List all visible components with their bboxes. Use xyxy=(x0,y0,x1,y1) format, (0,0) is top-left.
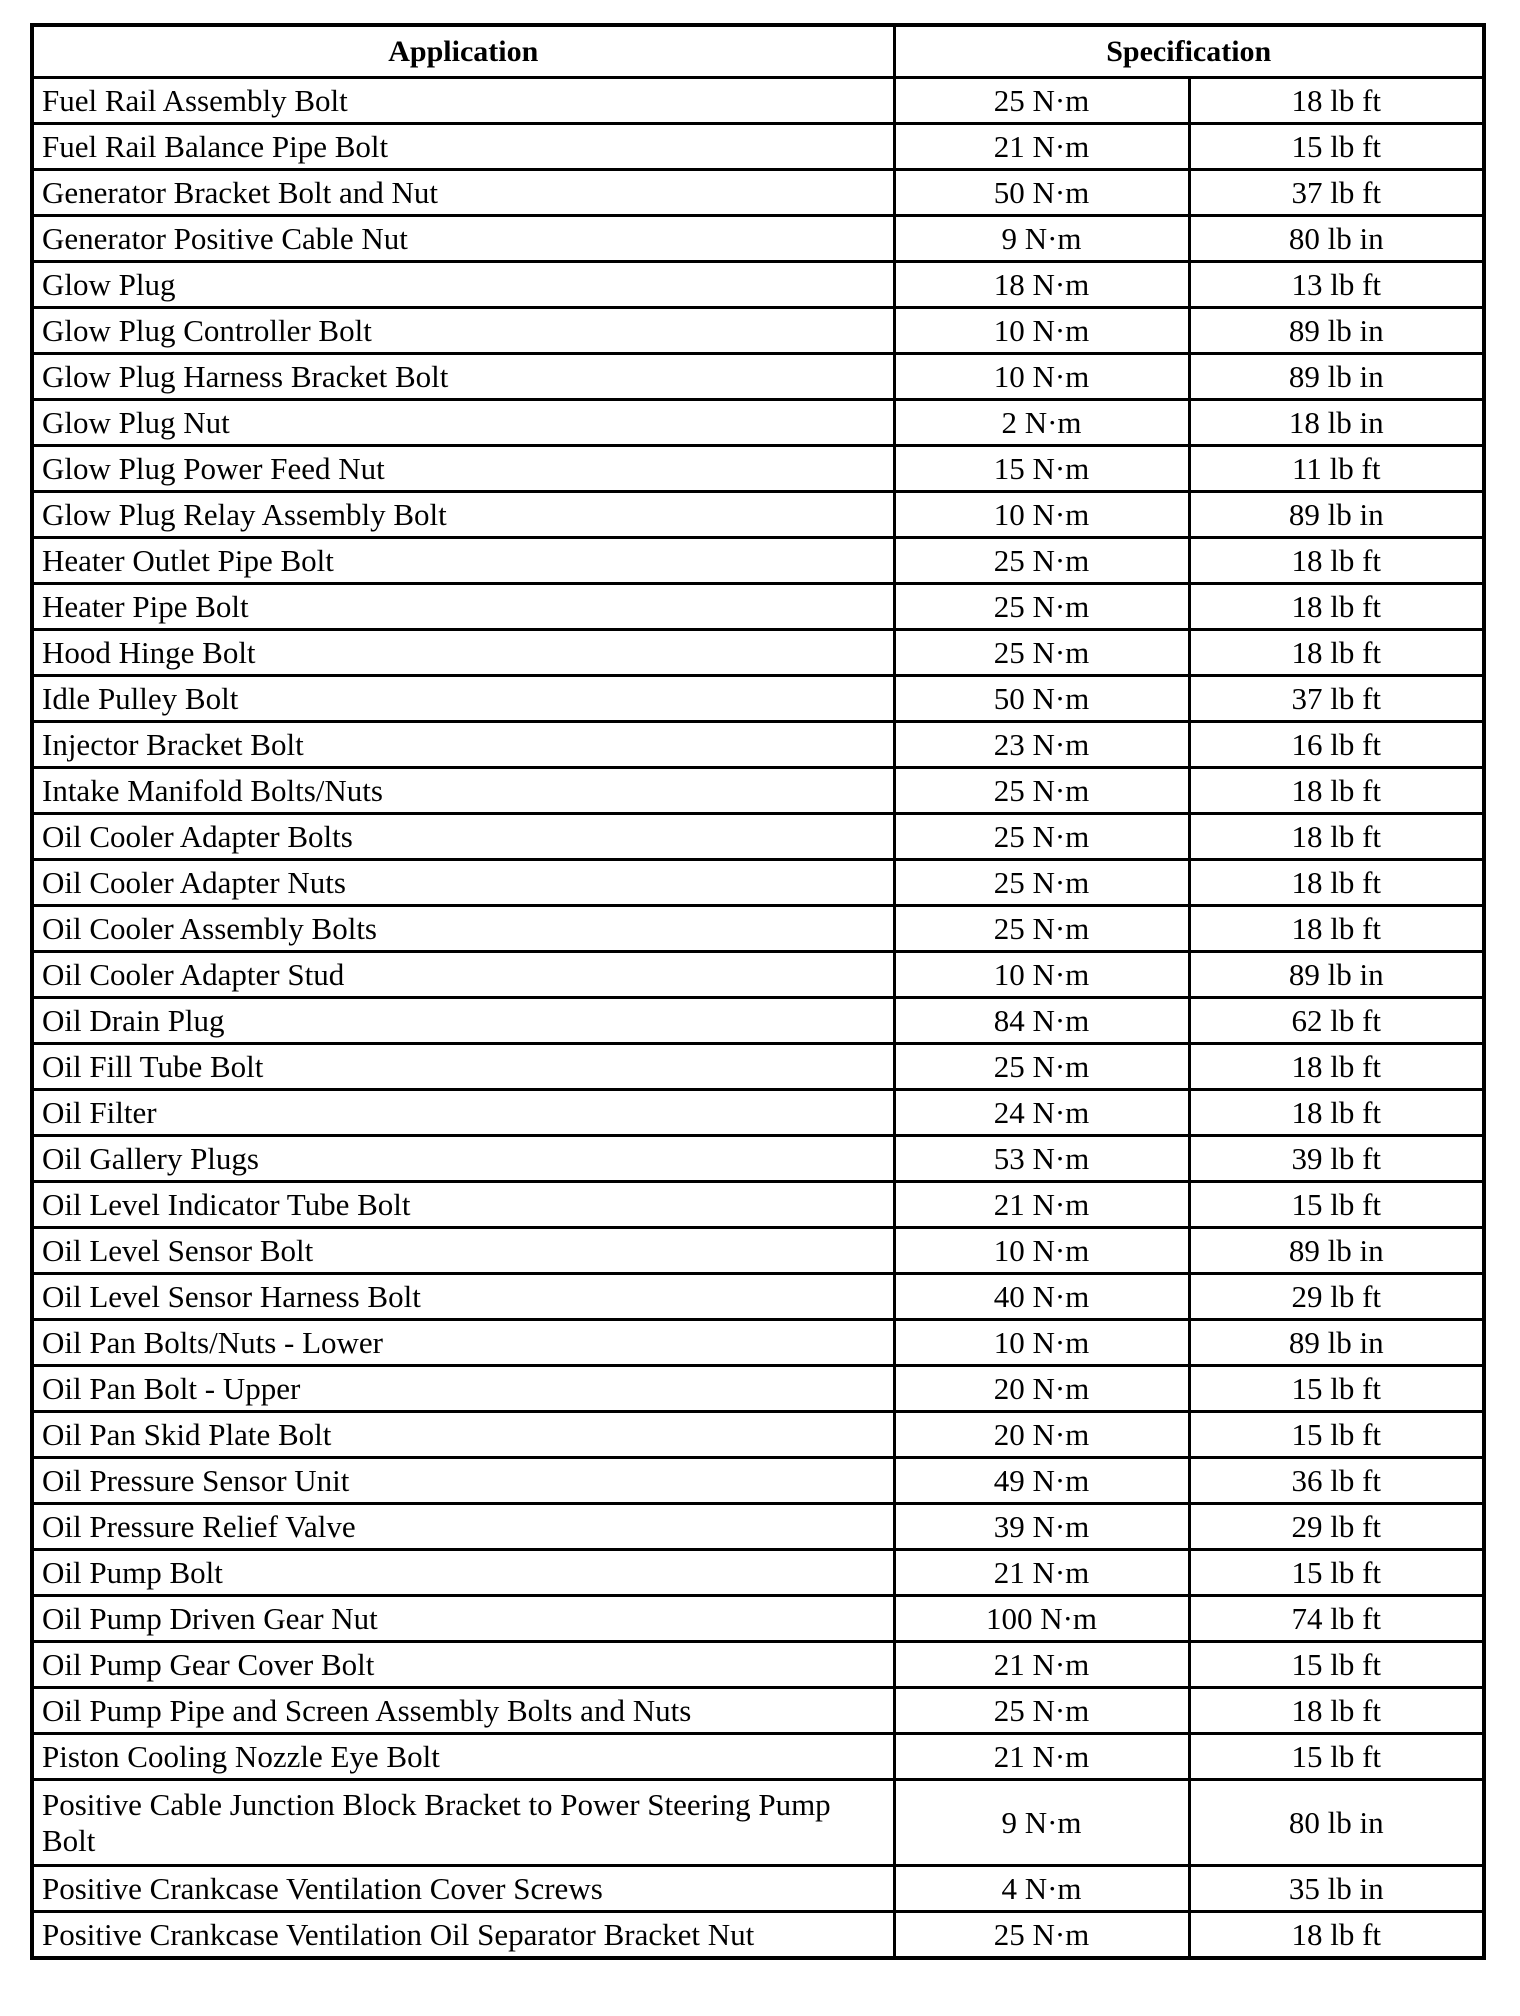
table-row xyxy=(32,1136,1484,1182)
application-cell: Generator Bracket Bolt and Nut xyxy=(32,170,894,216)
imperial-spec-cell: 18 lb ft xyxy=(1189,814,1484,860)
table-row xyxy=(32,308,1484,354)
table-row xyxy=(32,400,1484,446)
application-cell: Positive Crankcase Ventilation Cover Screws xyxy=(32,1866,894,1912)
metric-spec-cell: 21 N·m xyxy=(894,1182,1189,1228)
table-row xyxy=(32,1044,1484,1090)
application-cell: Oil Filter xyxy=(32,1090,894,1136)
application-cell: Hood Hinge Bolt xyxy=(32,630,894,676)
application-cell: Injector Bracket Bolt xyxy=(32,722,894,768)
application-cell: Heater Outlet Pipe Bolt xyxy=(32,538,894,584)
application-cell: Oil Gallery Plugs xyxy=(32,1136,894,1182)
table-row xyxy=(32,1504,1484,1550)
table-row xyxy=(32,1688,1484,1734)
application-cell: Glow Plug xyxy=(32,262,894,308)
application-cell: Glow Plug Power Feed Nut xyxy=(32,446,894,492)
table-row xyxy=(32,1366,1484,1412)
table-row xyxy=(32,124,1484,170)
application-cell: Fuel Rail Balance Pipe Bolt xyxy=(32,124,894,170)
application-cell: Oil Pan Bolt - Upper xyxy=(32,1366,894,1412)
metric-spec-cell: 23 N·m xyxy=(894,722,1189,768)
imperial-spec-cell: 18 lb ft xyxy=(1189,860,1484,906)
metric-spec-cell: 18 N·m xyxy=(894,262,1189,308)
metric-spec-cell: 100 N·m xyxy=(894,1596,1189,1642)
application-cell: Oil Cooler Assembly Bolts xyxy=(32,906,894,952)
imperial-spec-cell: 29 lb ft xyxy=(1189,1504,1484,1550)
metric-spec-cell: 25 N·m xyxy=(894,860,1189,906)
metric-spec-cell: 25 N·m xyxy=(894,1688,1189,1734)
table-row xyxy=(32,262,1484,308)
metric-spec-cell: 25 N·m xyxy=(894,1044,1189,1090)
metric-spec-cell: 21 N·m xyxy=(894,1734,1189,1780)
application-cell: Oil Level Sensor Bolt xyxy=(32,1228,894,1274)
imperial-spec-cell: 36 lb ft xyxy=(1189,1458,1484,1504)
metric-spec-cell: 21 N·m xyxy=(894,1642,1189,1688)
imperial-spec-cell: 18 lb ft xyxy=(1189,1688,1484,1734)
imperial-spec-cell: 18 lb ft xyxy=(1189,906,1484,952)
metric-spec-cell: 20 N·m xyxy=(894,1412,1189,1458)
metric-spec-cell: 10 N·m xyxy=(894,1228,1189,1274)
imperial-spec-cell: 29 lb ft xyxy=(1189,1274,1484,1320)
metric-spec-cell: 39 N·m xyxy=(894,1504,1189,1550)
table-body xyxy=(32,78,1484,1959)
application-cell: Oil Pump Driven Gear Nut xyxy=(32,1596,894,1642)
metric-spec-cell: 10 N·m xyxy=(894,492,1189,538)
imperial-spec-cell: 15 lb ft xyxy=(1189,1550,1484,1596)
imperial-spec-cell: 15 lb ft xyxy=(1189,1182,1484,1228)
metric-spec-cell: 84 N·m xyxy=(894,998,1189,1044)
application-cell: Glow Plug Harness Bracket Bolt xyxy=(32,354,894,400)
table-row xyxy=(32,860,1484,906)
table-row xyxy=(32,1412,1484,1458)
metric-spec-cell: 40 N·m xyxy=(894,1274,1189,1320)
table-row xyxy=(32,630,1484,676)
table-row xyxy=(32,1642,1484,1688)
imperial-spec-cell: 15 lb ft xyxy=(1189,1734,1484,1780)
table-row xyxy=(32,1090,1484,1136)
table-row xyxy=(32,998,1484,1044)
imperial-spec-cell: 89 lb in xyxy=(1189,492,1484,538)
table-row xyxy=(32,1228,1484,1274)
application-column-header: Application xyxy=(32,25,894,78)
table-row xyxy=(32,676,1484,722)
imperial-spec-cell: 18 lb ft xyxy=(1189,1090,1484,1136)
imperial-spec-cell: 18 lb in xyxy=(1189,400,1484,446)
imperial-spec-cell: 80 lb in xyxy=(1189,1780,1484,1866)
application-cell: Generator Positive Cable Nut xyxy=(32,216,894,262)
table-row xyxy=(32,1550,1484,1596)
metric-spec-cell: 15 N·m xyxy=(894,446,1189,492)
application-cell: Piston Cooling Nozzle Eye Bolt xyxy=(32,1734,894,1780)
table-row xyxy=(32,906,1484,952)
imperial-spec-cell: 15 lb ft xyxy=(1189,1412,1484,1458)
table-row xyxy=(32,584,1484,630)
imperial-spec-cell: 89 lb in xyxy=(1189,1228,1484,1274)
metric-spec-cell: 21 N·m xyxy=(894,124,1189,170)
application-cell: Glow Plug Controller Bolt xyxy=(32,308,894,354)
imperial-spec-cell: 89 lb in xyxy=(1189,308,1484,354)
metric-spec-cell: 25 N·m xyxy=(894,538,1189,584)
metric-spec-cell: 50 N·m xyxy=(894,170,1189,216)
torque-spec-table xyxy=(30,23,1486,1960)
metric-spec-cell: 21 N·m xyxy=(894,1550,1189,1596)
metric-spec-cell: 9 N·m xyxy=(894,1780,1189,1866)
application-cell: Oil Pump Gear Cover Bolt xyxy=(32,1642,894,1688)
metric-spec-cell: 2 N·m xyxy=(894,400,1189,446)
metric-spec-cell: 25 N·m xyxy=(894,584,1189,630)
application-cell: Glow Plug Nut xyxy=(32,400,894,446)
table-row xyxy=(32,170,1484,216)
imperial-spec-cell: 15 lb ft xyxy=(1189,1366,1484,1412)
imperial-spec-cell: 18 lb ft xyxy=(1189,1044,1484,1090)
imperial-spec-cell: 18 lb ft xyxy=(1189,768,1484,814)
table-row xyxy=(32,952,1484,998)
table-row xyxy=(32,216,1484,262)
metric-spec-cell: 50 N·m xyxy=(894,676,1189,722)
metric-spec-cell: 10 N·m xyxy=(894,952,1189,998)
metric-spec-cell: 10 N·m xyxy=(894,308,1189,354)
application-cell: Oil Pump Pipe and Screen Assembly Bolts and Nuts xyxy=(32,1688,894,1734)
table-row xyxy=(32,1458,1484,1504)
table-row xyxy=(32,1182,1484,1228)
application-cell: Oil Fill Tube Bolt xyxy=(32,1044,894,1090)
table-row xyxy=(32,446,1484,492)
application-cell: Oil Level Sensor Harness Bolt xyxy=(32,1274,894,1320)
table-row xyxy=(32,354,1484,400)
imperial-spec-cell: 18 lb ft xyxy=(1189,584,1484,630)
application-cell: Positive Crankcase Ventilation Oil Separator Bracket Nut xyxy=(32,1912,894,1959)
application-cell: Oil Pan Skid Plate Bolt xyxy=(32,1412,894,1458)
table-row xyxy=(32,768,1484,814)
imperial-spec-cell: 18 lb ft xyxy=(1189,78,1484,124)
table-row xyxy=(32,1912,1484,1959)
table-row xyxy=(32,1274,1484,1320)
application-cell: Heater Pipe Bolt xyxy=(32,584,894,630)
application-cell: Oil Cooler Adapter Bolts xyxy=(32,814,894,860)
metric-spec-cell: 53 N·m xyxy=(894,1136,1189,1182)
imperial-spec-cell: 15 lb ft xyxy=(1189,124,1484,170)
application-cell: Intake Manifold Bolts/Nuts xyxy=(32,768,894,814)
specification-column-header: Specification xyxy=(894,25,1484,78)
application-cell: Idle Pulley Bolt xyxy=(32,676,894,722)
metric-spec-cell: 25 N·m xyxy=(894,814,1189,860)
table-row xyxy=(32,492,1484,538)
application-cell: Fuel Rail Assembly Bolt xyxy=(32,78,894,124)
metric-spec-cell: 10 N·m xyxy=(894,1320,1189,1366)
imperial-spec-cell: 18 lb ft xyxy=(1189,630,1484,676)
metric-spec-cell: 25 N·m xyxy=(894,630,1189,676)
application-cell: Oil Cooler Adapter Nuts xyxy=(32,860,894,906)
metric-spec-cell: 25 N·m xyxy=(894,768,1189,814)
imperial-spec-cell: 37 lb ft xyxy=(1189,676,1484,722)
table-row xyxy=(32,1596,1484,1642)
metric-spec-cell: 10 N·m xyxy=(894,354,1189,400)
imperial-spec-cell: 16 lb ft xyxy=(1189,722,1484,768)
imperial-spec-cell: 80 lb in xyxy=(1189,216,1484,262)
imperial-spec-cell: 37 lb ft xyxy=(1189,170,1484,216)
application-cell: Oil Cooler Adapter Stud xyxy=(32,952,894,998)
metric-spec-cell: 20 N·m xyxy=(894,1366,1189,1412)
table-row xyxy=(32,722,1484,768)
imperial-spec-cell: 15 lb ft xyxy=(1189,1642,1484,1688)
table-row xyxy=(32,538,1484,584)
imperial-spec-cell: 89 lb in xyxy=(1189,952,1484,998)
metric-spec-cell: 49 N·m xyxy=(894,1458,1189,1504)
application-cell: Oil Pan Bolts/Nuts - Lower xyxy=(32,1320,894,1366)
imperial-spec-cell: 62 lb ft xyxy=(1189,998,1484,1044)
table-row xyxy=(32,78,1484,124)
table-row xyxy=(32,1734,1484,1780)
imperial-spec-cell: 18 lb ft xyxy=(1189,1912,1484,1959)
imperial-spec-cell: 89 lb in xyxy=(1189,1320,1484,1366)
imperial-spec-cell: 18 lb ft xyxy=(1189,538,1484,584)
metric-spec-cell: 25 N·m xyxy=(894,1912,1189,1959)
application-cell: Glow Plug Relay Assembly Bolt xyxy=(32,492,894,538)
imperial-spec-cell: 35 lb in xyxy=(1189,1866,1484,1912)
application-cell: Oil Pressure Relief Valve xyxy=(32,1504,894,1550)
application-cell: Oil Pump Bolt xyxy=(32,1550,894,1596)
metric-spec-cell: 4 N·m xyxy=(894,1866,1189,1912)
application-cell: Oil Pressure Sensor Unit xyxy=(32,1458,894,1504)
application-cell: Oil Level Indicator Tube Bolt xyxy=(32,1182,894,1228)
metric-spec-cell: 9 N·m xyxy=(894,216,1189,262)
table-row xyxy=(32,814,1484,860)
imperial-spec-cell: 89 lb in xyxy=(1189,354,1484,400)
table-row xyxy=(32,1866,1484,1912)
table-row xyxy=(32,1320,1484,1366)
table-row xyxy=(32,1780,1484,1866)
metric-spec-cell: 25 N·m xyxy=(894,78,1189,124)
application-cell: Oil Drain Plug xyxy=(32,998,894,1044)
application-cell: Positive Cable Junction Block Bracket to Power Steering Pump Bolt xyxy=(32,1780,894,1866)
metric-spec-cell: 25 N·m xyxy=(894,906,1189,952)
table-header-row xyxy=(32,25,1484,78)
imperial-spec-cell: 39 lb ft xyxy=(1189,1136,1484,1182)
imperial-spec-cell: 74 lb ft xyxy=(1189,1596,1484,1642)
imperial-spec-cell: 13 lb ft xyxy=(1189,262,1484,308)
metric-spec-cell: 24 N·m xyxy=(894,1090,1189,1136)
imperial-spec-cell: 11 lb ft xyxy=(1189,446,1484,492)
